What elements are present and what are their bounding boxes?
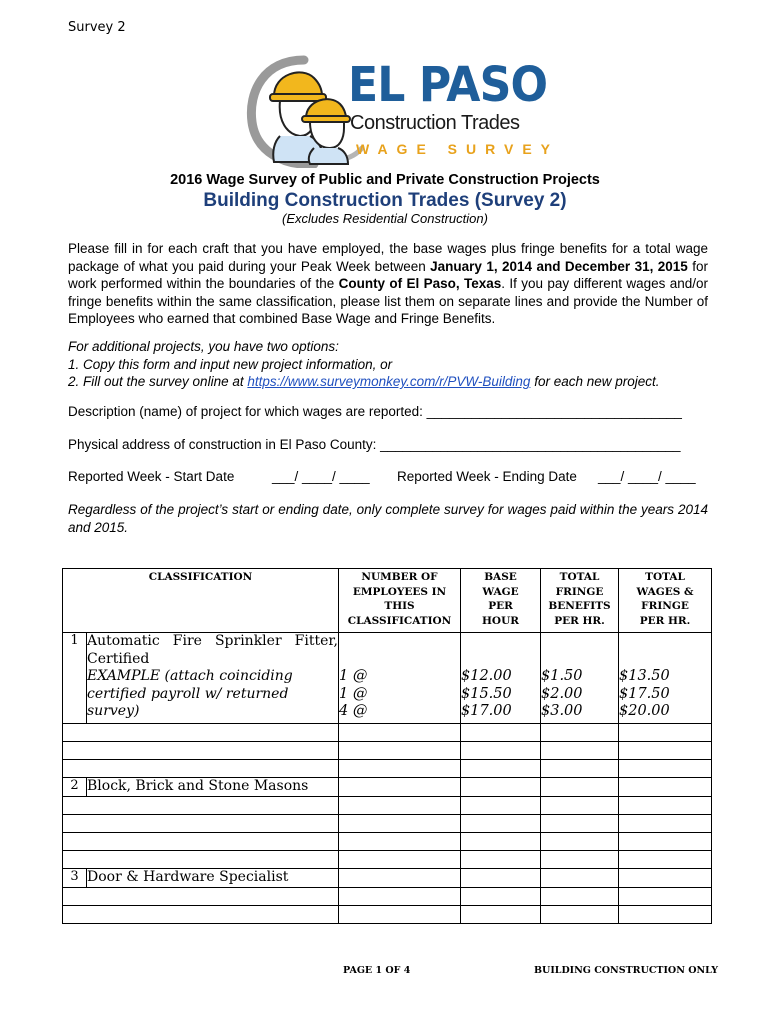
- county-name: County of El Paso, Texas: [338, 276, 502, 291]
- example-total: $13.50 $17.50 $20.00: [619, 668, 712, 724]
- survey-link[interactable]: https://www.surveymonkey.com/r/PVW-Building: [247, 374, 531, 389]
- header-total: TOTAL WAGES & FRINGE PER HR.: [619, 569, 712, 633]
- instructions-paragraph: Please fill in for each craft that you have employed, the base wages plus fringe benefits for a total wage package of what you paid during your Peak Week between January 1, 2014 and December 31, 2015 for work performed within the boundaries of the County of El Paso, Texas. If you pay different wages and/or fringe benefits within the same classification, please list them on separate lines and provide the Number of Employees who earned that combined Base Wage and Fringe Benefits.: [68, 241, 708, 326]
- table-row[interactable]: [63, 797, 712, 815]
- table-row[interactable]: [63, 851, 712, 869]
- table-row[interactable]: [63, 906, 712, 924]
- classification-cell[interactable]: Automatic Fire Sprinkler Fitter, Certified: [87, 633, 338, 667]
- wage-table: [62, 568, 712, 924]
- base-wage-cell[interactable]: [461, 633, 541, 669]
- header-employees: NUMBER OF EMPLOYEES IN THIS CLASSIFICATION: [339, 569, 461, 633]
- table-row: [63, 778, 712, 797]
- fringe-cell[interactable]: [541, 869, 619, 888]
- base-wage-cell[interactable]: [461, 869, 541, 888]
- header-fringe: TOTAL FRINGE BENEFITS PER HR.: [541, 569, 619, 633]
- date-range: January 1, 2014 and December 31, 2015: [430, 258, 688, 274]
- years-note: Regardless of the project’s start or ending date, only complete survey for wages paid within the years 2014 and 2015.: [68, 502, 708, 535]
- example-base-wage: $12.00 $15.50 $17.00: [461, 668, 541, 724]
- survey-label: Survey 2: [68, 20, 126, 35]
- logo-subtitle: Construction Trades: [350, 112, 520, 134]
- start-date-field[interactable]: ___/ ____/ ____: [272, 469, 370, 484]
- table-row: [63, 633, 712, 669]
- employees-cell[interactable]: [339, 869, 461, 888]
- table-row[interactable]: [63, 724, 712, 742]
- table-row[interactable]: [63, 888, 712, 906]
- employees-cell[interactable]: [339, 633, 461, 669]
- end-date-field[interactable]: ___/ ____/ ____: [598, 469, 696, 484]
- table-row: [63, 869, 712, 888]
- option-1: 1. Copy this form and input new project information, or: [68, 356, 393, 372]
- row-number: 3: [63, 869, 87, 888]
- start-date-label: Reported Week - Start Date: [68, 469, 235, 484]
- employees-cell[interactable]: [339, 778, 461, 797]
- option-2: 2. Fill out the survey online at https://www.surveymonkey.com/r/PVW-Building for each new project.: [68, 374, 660, 389]
- header-base-wage: BASE WAGE PER HOUR: [461, 569, 541, 633]
- row-number: 2: [63, 778, 87, 797]
- example-employees: 1 @ 1 @ 4 @: [339, 668, 461, 724]
- fringe-cell[interactable]: [541, 633, 619, 669]
- example-fringe: $1.50 $2.00 $3.00: [541, 668, 619, 724]
- total-cell[interactable]: [619, 633, 712, 669]
- footer-section: BUILDING CONSTRUCTION ONLY: [534, 965, 719, 976]
- document-title: Building Construction Trades (Survey 2): [203, 190, 567, 211]
- row-number: 1: [63, 633, 87, 669]
- document-subtitle: 2016 Wage Survey of Public and Private Construction Projects: [170, 172, 600, 188]
- header-classification: CLASSIFICATION: [63, 569, 339, 633]
- total-cell[interactable]: [619, 778, 712, 797]
- fringe-cell[interactable]: [541, 778, 619, 797]
- total-cell[interactable]: [619, 869, 712, 888]
- table-row[interactable]: [63, 760, 712, 778]
- end-date-label: Reported Week - Ending Date: [397, 469, 577, 484]
- table-row[interactable]: [63, 815, 712, 833]
- project-description-field[interactable]: Description (name) of project for which wages are reported: __________________________________: [68, 404, 682, 419]
- classification-cell[interactable]: Block, Brick and Stone Masons: [87, 778, 339, 797]
- page-number: PAGE 1 OF 4: [343, 965, 411, 976]
- table-row[interactable]: [63, 833, 712, 851]
- table-row[interactable]: [63, 742, 712, 760]
- excludes-note: (Excludes Residential Construction): [282, 211, 488, 226]
- table-row: [63, 668, 712, 724]
- logo-tagline: WAGE SURVEY: [356, 141, 559, 157]
- base-wage-cell[interactable]: [461, 778, 541, 797]
- physical-address-field[interactable]: Physical address of construction in El Paso County: ________________________________________: [68, 437, 681, 452]
- classification-cell[interactable]: Door & Hardware Specialist: [87, 869, 339, 888]
- logo-title: EL PASO: [348, 57, 548, 113]
- options-heading: For additional projects, you have two options:: [68, 339, 339, 354]
- table-header-row: [63, 569, 712, 633]
- options-block: [68, 338, 708, 391]
- example-cell: EXAMPLE (attach coinciding certified payroll w/ returned survey): [87, 668, 339, 724]
